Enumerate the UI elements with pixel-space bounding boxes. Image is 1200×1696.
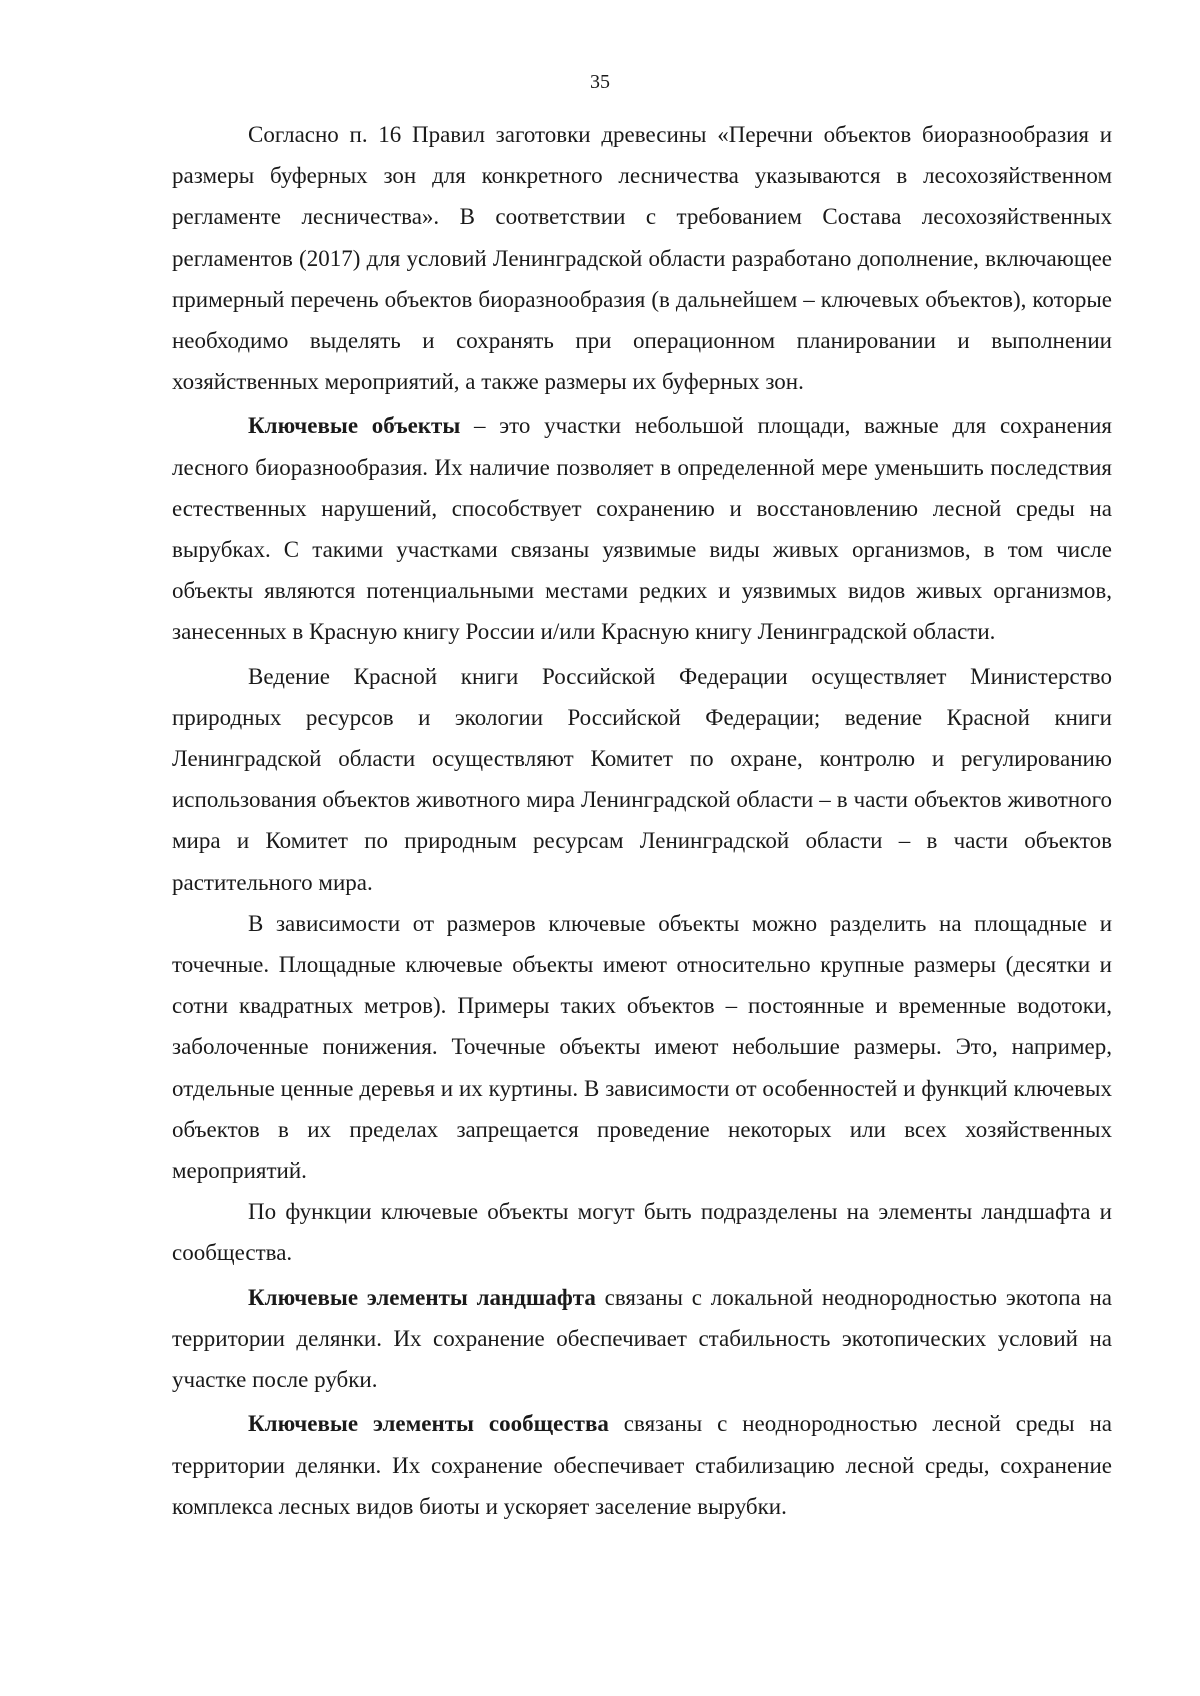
paragraph-lead-term: Ключевые объекты	[248, 413, 461, 439]
paragraph-text: Ведение Красной книги Российской Федерации осуществляет Министерство природных ресурсов и экологии Российской Федерации; ведение Красной книги Ленинградской области осуществляют Комитет по охране, контролю и регулированию использования объектов животного мира Ленинградской области – в части объектов животного мира и Комитет по природным ресурсам Ленинградской области – в части объектов растительного мира.	[172, 663, 1112, 895]
paragraph-community-elements	[172, 1403, 1112, 1527]
paragraph-lead-term: Ключевые элементы сообщества	[248, 1411, 609, 1437]
paragraph-red-book	[172, 656, 1112, 903]
paragraph-text: – это участки небольшой площади, важные для сохранения лесного биоразнообразия. Их наличие позволяет в определенной мере уменьшить последствия естественных нарушений, способствует сохранению и восстановлению лесной среды на вырубках. С такими участками связаны уязвимые виды живых организмов, в том числе объекты являются потенциальными местами редких и уязвимых видов живых организмов, занесенных в Красную книгу России и/или Красную книгу Ленинградской области.	[172, 413, 1112, 645]
paragraph-biodiversity-rules	[172, 114, 1112, 402]
paragraph-object-sizes	[172, 903, 1112, 1191]
paragraph-text: Согласно п. 16 Правил заготовки древесины «Перечни объектов биоразнообразия и размеры буферных зон для конкретного лесничества указываются в лесохозяйственном регламенте лесничества». В соответствии с требованием Состава лесохозяйственных регламентов (2017) для условий Ленинградской области разработано дополнение, включающее примерный перечень объектов биоразнообразия (в дальнейшем – ключевых объектов), которые необходимо выделять и сохранять при операционном планировании и выполнении хозяйственных мероприятий, а также размеры их буферных зон.	[172, 122, 1112, 395]
body-text	[172, 114, 1112, 1527]
paragraph-text: связаны с локальной неоднородностью экотопа на территории делянки. Их сохранение обеспечивает стабильность экотопических условий на участке после рубки.	[172, 1284, 1112, 1393]
paragraph-object-functions	[172, 1191, 1112, 1273]
paragraph-landscape-elements	[172, 1277, 1112, 1401]
paragraph-text: В зависимости от размеров ключевые объекты можно разделить на площадные и точечные. Площадные ключевые объекты имеют относительно крупные размеры (десятки и сотни квадратных метров). Примеры таких объектов – постоянные и временные водотоки, заболоченные понижения. Точечные объекты имеют небольшие размеры. Это, например, отдельные ценные деревья и их куртины. В зависимости от особенностей и функций ключевых объектов в их пределах запрещается проведение некоторых или всех хозяйственных мероприятий.	[172, 910, 1112, 1184]
paragraph-lead-term: Ключевые элементы ландшафта	[248, 1284, 596, 1310]
page-number: 35	[590, 71, 610, 93]
paragraph-text: связаны с неоднородностью лесной среды на территории делянки. Их сохранение обеспечивает стабилизацию лесной среды, сохранение комплекса лесных видов биоты и ускоряет заселение вырубки.	[172, 1411, 1112, 1519]
paragraph-text: По функции ключевые объекты могут быть подразделены на элементы ландшафта и сообщества.	[172, 1199, 1112, 1266]
paragraph-key-objects	[172, 405, 1112, 652]
